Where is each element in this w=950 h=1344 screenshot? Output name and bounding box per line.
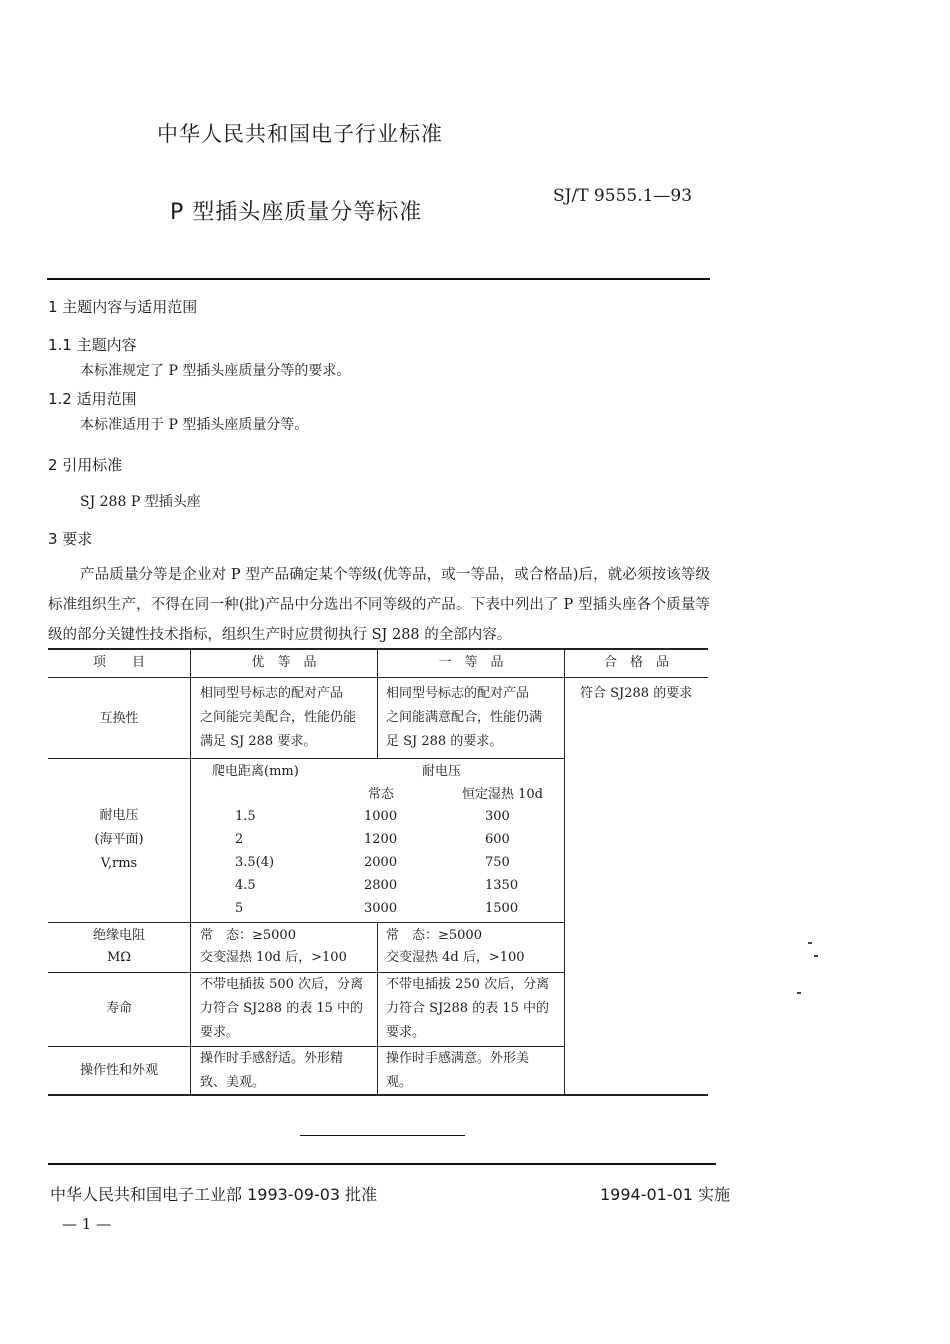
col-normal-state: 常态 — [368, 787, 395, 802]
voltage-cell: 2000 — [364, 855, 398, 870]
section-1-1-heading: 1.1 主题内容 — [48, 336, 137, 354]
voltage-cell: 3.5(4) — [235, 855, 275, 870]
section-3-heading: 3 要求 — [48, 530, 93, 548]
life-first-line: 不带电插拔 250 次后，分离 — [386, 977, 550, 992]
life-first-line: 要求。 — [386, 1025, 426, 1040]
section-1-1-text: 本标准规定了 P 型插头座质量分等的要求。 — [80, 363, 351, 379]
table-row-rule — [48, 922, 564, 923]
end-separator — [300, 1135, 465, 1136]
interchange-superior-line: 相同型号标志的配对产品 — [200, 686, 344, 701]
operation-first-line: 操作时手感满意。外形美 — [386, 1051, 530, 1066]
interchange-superior-line: 满足 SJ 288 要求。 — [200, 734, 317, 749]
table-bottom-rule — [48, 1094, 708, 1096]
voltage-cell: 3000 — [364, 901, 398, 916]
operation-superior-line: 操作时手感舒适。外形精 — [200, 1051, 344, 1066]
row-label-life: 寿命 — [105, 1001, 132, 1016]
table-header-rule — [48, 677, 708, 678]
operation-superior-line: 致、美观。 — [200, 1075, 266, 1090]
col-damp-heat: 恒定湿热 10d — [462, 787, 543, 802]
voltage-cell: 2800 — [364, 878, 398, 893]
insulation-first-line: 交变湿热 4d 后，>100 — [386, 950, 525, 965]
life-superior-line: 力符合 SJ288 的表 15 中的 — [200, 1001, 364, 1016]
voltage-cell: 2 — [235, 832, 244, 847]
header-qualified: 合 格 品 — [603, 655, 669, 670]
table-column-rule — [190, 648, 191, 1095]
table-column-rule — [377, 922, 378, 1095]
document-title: P 型插头座质量分等标准 — [170, 200, 423, 225]
life-superior-line: 不带电插拔 500 次后，分离 — [200, 977, 364, 992]
table-top-rule — [48, 648, 708, 650]
voltage-cell: 1000 — [364, 809, 398, 824]
page-number: — 1 — — [62, 1215, 112, 1233]
scan-speck — [797, 992, 801, 994]
interchange-first-line: 足 SJ 288 的要求。 — [386, 734, 503, 749]
interchange-qualified: 符合 SJ288 的要求 — [580, 686, 693, 701]
row-label-voltage-line: (海平面) — [94, 832, 144, 847]
voltage-cell: 1200 — [364, 832, 398, 847]
requirements-paragraph: 产品质量分等是企业对 P 型产品确定某个等级(优等品，或一等品，或合格品)后，就必须按该等级标准组织生产，不得在同一种(批)产品中分选出不同等级的产品。下表中列出了 P 型插头座各个质量等级的部分关键性技术指标，组织生产时应贯彻执行 SJ 288 的全部内容。 — [48, 567, 710, 643]
voltage-cell: 300 — [485, 809, 510, 824]
industry-standard-title: 中华人民共和国电子行业标准 — [157, 122, 443, 146]
interchange-first-line: 之间能满意配合，性能仍满 — [386, 710, 543, 725]
row-label-voltage-line: 耐电压 — [99, 808, 139, 823]
row-label-operation: 操作性和外观 — [79, 1063, 158, 1078]
insulation-superior-line: 常 态：≥5000 — [200, 928, 296, 943]
section-1-2-text: 本标准适用于 P 型插头座质量分等。 — [80, 417, 309, 433]
voltage-cell: 1350 — [485, 878, 519, 893]
section-1-2-heading: 1.2 适用范围 — [48, 390, 137, 408]
voltage-cell: 1.5 — [235, 809, 256, 824]
header-rule — [47, 278, 710, 280]
interchange-superior-line: 之间能完美配合，性能仍能 — [200, 710, 357, 725]
referenced-standard: SJ 288 P 型插头座 — [80, 494, 201, 510]
row-label-interchange: 互换性 — [99, 711, 139, 726]
standard-number: SJ/T 9555.1—93 — [553, 186, 693, 206]
operation-first-line: 观。 — [386, 1075, 413, 1090]
section-1-heading: 1 主题内容与适用范围 — [48, 298, 198, 316]
voltage-cell: 600 — [485, 832, 510, 847]
footer-rule — [48, 1163, 716, 1165]
col-withstand-voltage: 耐电压 — [422, 764, 462, 779]
insulation-superior-line: 交变湿热 10d 后，>100 — [200, 950, 347, 965]
life-first-line: 力符合 SJ288 的表 15 中的 — [386, 1001, 550, 1016]
scan-speck — [808, 942, 812, 944]
header-superior: 优 等 品 — [251, 655, 317, 670]
header-item: 项 目 — [92, 655, 145, 670]
life-superior-line: 要求。 — [200, 1025, 240, 1040]
voltage-cell: 750 — [485, 855, 510, 870]
row-label-insulation-line: 绝缘电阻 — [92, 928, 145, 943]
scan-speck — [814, 955, 818, 957]
voltage-cell: 5 — [235, 901, 244, 916]
voltage-cell: 4.5 — [235, 878, 256, 893]
insulation-first-line: 常 态：≥5000 — [386, 928, 482, 943]
voltage-cell: 1500 — [485, 901, 519, 916]
row-label-voltage-line: V,rms — [100, 856, 138, 871]
interchange-first-line: 相同型号标志的配对产品 — [386, 686, 530, 701]
effective-date: 1994-01-01 实施 — [600, 1185, 731, 1204]
row-label-insulation-line: MΩ — [106, 950, 132, 965]
header-first-grade: 一 等 品 — [438, 655, 504, 670]
table-row-rule — [48, 758, 564, 759]
approval-statement: 中华人民共和国电子工业部 1993-09-03 批准 — [50, 1185, 378, 1204]
table-column-rule — [564, 648, 565, 1095]
col-creepage-distance: 爬电距离(mm) — [212, 764, 299, 779]
section-2-heading: 2 引用标准 — [48, 456, 123, 474]
